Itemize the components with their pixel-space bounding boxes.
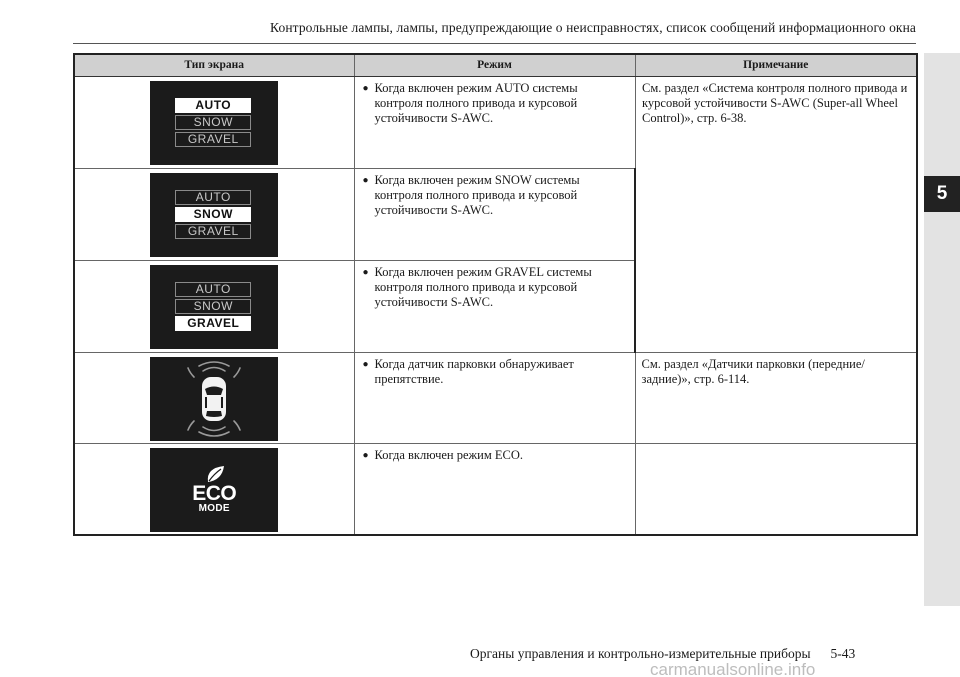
mode-gravel: GRAVEL <box>175 132 251 147</box>
mode-gravel-selected: GRAVEL <box>175 316 251 331</box>
column-header-screen-type: Тип экрана <box>74 54 354 76</box>
indicator-table <box>73 53 918 536</box>
table-row-auto <box>74 76 917 168</box>
note-cell-s-awc <box>635 76 917 352</box>
mode-gravel: GRAVEL <box>175 224 251 239</box>
parking-sensor-car-icon <box>150 357 278 441</box>
drive-mode-display <box>150 81 278 165</box>
mode-snow: SNOW <box>175 299 251 314</box>
header-rule <box>73 43 916 44</box>
watermark: carmanualsonline.info <box>650 660 816 677</box>
footer-page-number: 5-43 <box>830 646 856 661</box>
mode-description: Когда включен режим SNOW системы контроля полного привода и курсовой устойчивости S-AWC. <box>374 172 580 217</box>
mode-description: Когда включен режим GRAVEL системы контроля полного привода и курсовой устойчивости S-AWC. <box>374 264 592 309</box>
screen-cell <box>74 443 354 535</box>
mode-auto: AUTO <box>175 282 251 297</box>
mode-description: Когда включен режим AUTO системы контроля полного привода и курсовой устойчивости S-AWC. <box>374 80 578 125</box>
footer-section-title: Органы управления и контрольно-измерительные приборы <box>470 646 811 661</box>
note-text: См. раздел «Датчики парковки (передние/задние)», стр. 6-114. <box>641 356 865 386</box>
mode-description: Когда включен режим ECO. <box>374 447 524 462</box>
drive-mode-display <box>150 265 278 349</box>
mode-description-cell <box>354 352 635 443</box>
bullet-icon: ● <box>362 82 369 94</box>
drive-mode-display <box>150 173 278 257</box>
table-header-row <box>74 54 917 76</box>
note-text: См. раздел «Система контроля полного привода и курсовой устойчивости S-AWC (Super-all Wheel Control)», стр. 6-38. <box>642 80 908 125</box>
mode-auto: AUTO <box>175 190 251 205</box>
table-row-eco <box>74 443 917 535</box>
screen-cell <box>74 352 354 443</box>
eco-label: ECO <box>192 481 237 505</box>
eco-mode-display <box>150 448 278 532</box>
bullet-icon: ● <box>362 174 369 186</box>
column-header-mode: Режим <box>354 54 635 76</box>
column-header-note: Примечание <box>635 54 917 76</box>
bullet-icon: ● <box>362 358 369 370</box>
mode-description: Когда датчик парковки обнаруживает препятствие. <box>374 356 574 386</box>
mode-description-cell <box>354 443 635 535</box>
mode-description-cell <box>354 168 635 260</box>
table-row-parking-sensor <box>74 352 917 443</box>
parking-sensor-display <box>150 357 278 441</box>
screen-cell <box>74 168 354 260</box>
bullet-icon: ● <box>362 266 369 278</box>
note-cell-eco <box>635 443 917 535</box>
mode-snow-selected: SNOW <box>175 207 251 222</box>
bullet-icon: ● <box>362 449 369 461</box>
mode-description-cell <box>354 260 635 352</box>
screen-cell <box>74 76 354 168</box>
screen-cell <box>74 260 354 352</box>
chapter-side-tab <box>924 53 960 606</box>
mode-description-cell <box>354 76 635 168</box>
mode-auto-selected: AUTO <box>175 98 251 113</box>
mode-snow: SNOW <box>175 115 251 130</box>
page-header-title: Контрольные лампы, лампы, предупреждающие о неисправностях, список сообщений информационного окна <box>270 20 916 35</box>
eco-mode-label: MODE <box>198 502 230 514</box>
note-cell-parking <box>635 352 917 443</box>
chapter-number-tab: 5 <box>924 176 960 212</box>
